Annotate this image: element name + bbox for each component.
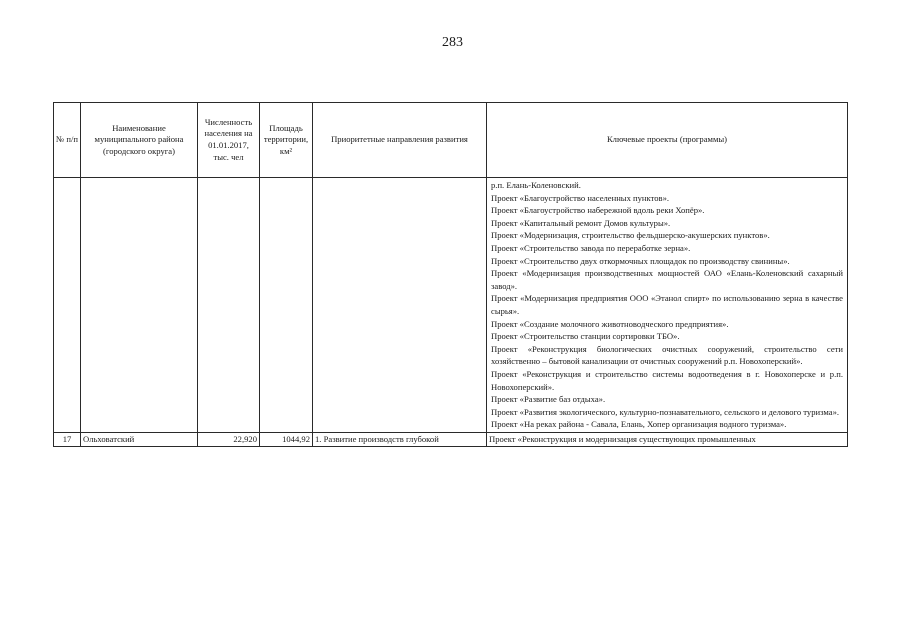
project-line: Проект «Благоустройство населенных пунктов». [491, 192, 670, 203]
table-header-row [54, 103, 848, 178]
priority-text: 1. Развитие производств глубокой [313, 432, 487, 446]
population-value: 22,920 [198, 432, 260, 446]
project-line: Проект «Развитие баз отдыха». [491, 394, 606, 405]
header-priorities: Приоритетные направления развития [313, 103, 487, 178]
project-line: Проект «Строительство завода по переработке зерна». [491, 242, 691, 253]
project-line: р.п. Елань-Коленовский. [491, 180, 581, 190]
cell-empty [313, 178, 487, 433]
project-line: Проект «Развития экологического, культурно-познавательного, сельского и делового туризма». [491, 406, 840, 417]
header-name: Наименование муниципального района (городского округа) [81, 103, 198, 178]
project-line: Проект «Реконструкция и строительство системы водоотведения в г. Новохоперске и р.п. Новохоперский». [491, 368, 843, 392]
project-line: Проект «Модернизация, строительство фельдшерско-акушерских пунктов». [491, 230, 770, 241]
project-line: Проект «Строительство станции сортировки ТБО». [491, 331, 680, 342]
project-line: Проект «Модернизация производственных мощностей ОАО «Елань-Коленовский сахарный завод». [491, 268, 843, 291]
table-row-continuation [54, 178, 848, 433]
header-num: № п/п [54, 103, 81, 178]
projects-cell [487, 178, 848, 433]
cell-empty [81, 178, 198, 433]
cell-empty [54, 178, 81, 433]
project-line: Проект «Реконструкция биологических очистных сооружений, строительство сети хозяйственно – бытовой канализации от очистных сооружений р.п. Новохоперский». [491, 343, 843, 367]
project-line: Проект «Создание молочного животноводческого предприятия». [491, 318, 729, 329]
project-line: Проект «Благоустройство набережной вдоль реки Хопёр». [491, 205, 705, 216]
project-line: Проект «Строительство двух откормочных площадок по производству свинины». [491, 255, 790, 266]
project-line: Проект «На реках района - Савала, Елань, Хопер организация водного туризма». [491, 419, 787, 430]
table-row-17 [54, 432, 848, 446]
header-population: Численность населения на 01.01.2017, тыс. чел [198, 103, 260, 178]
row-number: 17 [54, 432, 81, 446]
cell-empty [198, 178, 260, 433]
header-projects: Ключевые проекты (программы) [487, 103, 848, 178]
area-value: 1044,92 [260, 432, 313, 446]
regions-table [53, 102, 848, 447]
project-line: Проект «Модернизация предприятия ООО «Этанол спирт» по использованию зерна в качестве сырья». [491, 293, 843, 316]
cell-empty [260, 178, 313, 433]
header-area: Площадь территории, км² [260, 103, 313, 178]
project-line: Проект «Капитальный ремонт Домов культуры». [491, 217, 671, 228]
project-text: Проект «Реконструкция и модернизация существующих промышленных [487, 432, 848, 446]
district-name: Ольховатский [81, 432, 198, 446]
page-number: 283 [442, 35, 463, 50]
